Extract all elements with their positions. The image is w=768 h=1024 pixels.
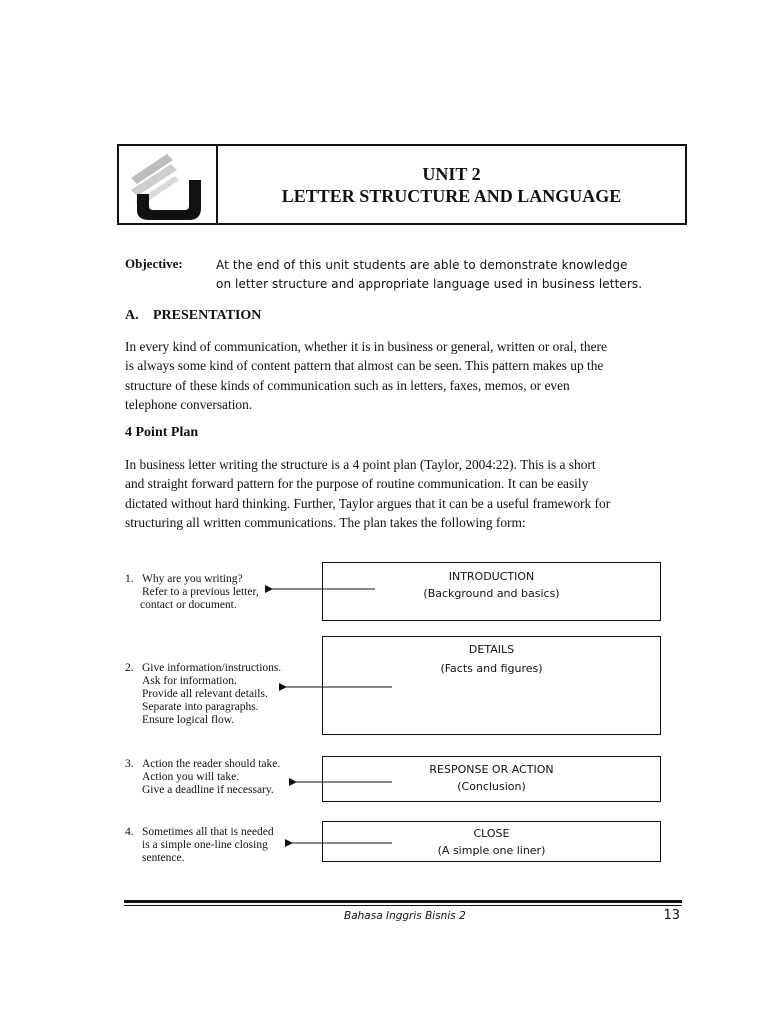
plan-item-line: Ensure logical flow. [142,714,235,726]
footer-rule [124,900,682,903]
plan-item-line: Ask for information. [142,675,237,687]
plan-item-line: Sometimes all that is needed [142,826,274,838]
objective-label: Objective: [125,256,183,271]
plan-item-line: Separate into paragraphs. [142,701,259,713]
plan-box-title: INTRODUCTION [448,570,535,583]
unit-title-cell [218,146,685,223]
plan-box-response-or-action [322,756,661,802]
paragraph-line: and straight forward pattern for the purpose of routine communication. It can be easily [125,476,589,492]
plan-box-title: CLOSE [473,827,510,840]
page-number: 13 [663,908,680,923]
paragraph-line: structuring all written communications. The plan takes the following form: [125,514,526,530]
plan-item-line: Why are you writing? [142,573,243,585]
plan-item-line: Give a deadline if necessary. [142,784,274,796]
plan-item-line: Action you will take. [142,771,240,783]
paragraph-line: structure of these kinds of communication such as in letters, faxes, memos, or even [125,377,570,393]
plan-item-line: Refer to a previous letter, [142,586,259,598]
plan-item-line: Action the reader should take. [142,758,281,770]
unit-subtitle: LETTER STRUCTURE AND LANGUAGE [281,186,622,206]
section-a-heading [125,308,261,324]
plan-box-close [322,821,661,862]
objective-line: on letter structure and appropriate language used in business letters. [216,277,643,291]
objective-text [216,256,686,294]
section-title: PRESENTATION [153,308,262,323]
footer-book-title: Bahasa Inggris Bisnis 2 [344,910,466,922]
paragraph-line: dictated without hard thinking. Further, Taylor argues that it can be a useful framework for [125,495,611,511]
paragraph-line: telephone conversation. [125,396,253,412]
plan-box-introduction [322,562,661,621]
paragraph-line: is always some kind of content pattern that almost can be seen. This pattern makes up the [125,358,604,374]
plan-item-line: sentence. [142,852,185,864]
four-point-plan-heading: 4 Point Plan [125,425,199,440]
plan-item-number: 2. [125,662,134,674]
four-point-plan-paragraph [125,455,680,532]
plan-item-number: 3. [125,758,134,770]
paragraph-line: In business letter writing the structure is a 4 point plan (Taylor, 2004:22). This is a short [125,457,596,472]
plan-box-subtitle: (Background and basics) [423,587,560,600]
plan-item-line: Give information/instructions. [142,662,282,674]
plan-box-title: RESPONSE OR ACTION [429,763,554,776]
plan-box-title: DETAILS [468,643,515,656]
plan-box-subtitle: (Facts and figures) [440,662,543,675]
presentation-paragraph [125,337,680,414]
unit-title: UNIT 2 [422,164,481,184]
logo-cell [119,146,218,223]
footer-rule [124,905,682,906]
plan-box-details [322,636,661,735]
plan-item-line: is a simple one-line closing [142,839,268,851]
plan-box-subtitle: (Conclusion) [457,780,526,793]
plan-item-number: 4. [125,826,134,838]
university-logo-icon [127,150,207,222]
plan-item-number: 1. [125,573,134,585]
objective-line: At the end of this unit students are able to demonstrate knowledge [216,258,628,272]
section-letter: A. [125,308,139,323]
unit-header-box [117,144,687,225]
plan-item-line: contact or document. [140,599,237,611]
paragraph-line: In every kind of communication, whether it is in business or general, written or oral, there [125,339,607,354]
plan-box-subtitle: (A simple one liner) [437,844,546,857]
plan-item-line: Provide all relevant details. [142,688,268,700]
